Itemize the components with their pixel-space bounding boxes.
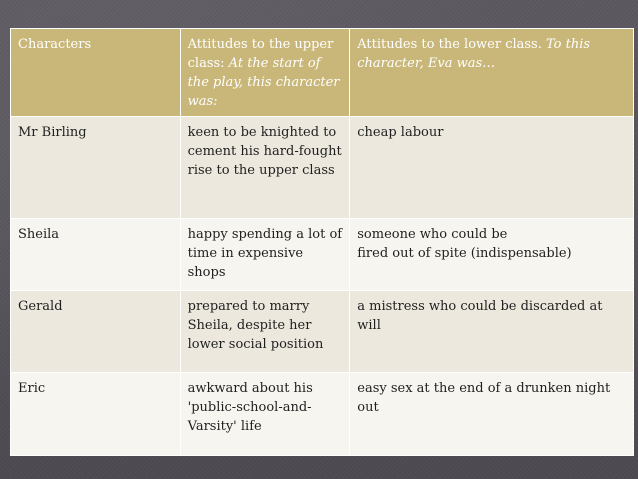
table-row bbox=[11, 291, 634, 373]
cell-character: Sheila bbox=[11, 219, 181, 291]
cell-character: Mr Birling bbox=[11, 117, 181, 219]
table-row bbox=[11, 373, 634, 456]
table-row bbox=[11, 117, 634, 219]
header-upper-class bbox=[180, 29, 350, 117]
header-lower-class bbox=[350, 29, 634, 117]
cell-upper-attitude: happy spending a lot of time in expensive shops bbox=[180, 219, 350, 291]
header-upper-class-italic: At the start of the play, this character was: bbox=[187, 56, 340, 109]
cell-character: Gerald bbox=[11, 291, 181, 373]
header-characters bbox=[11, 29, 181, 117]
cell-lower-attitude: easy sex at the end of a drunken night out bbox=[350, 373, 634, 456]
cell-upper-attitude: keen to be knighted to cement his hard-fought rise to the upper class bbox=[180, 117, 350, 219]
cell-upper-attitude: awkward about his 'public-school-and-Varsity' life bbox=[180, 373, 350, 456]
character-attitudes-table bbox=[10, 28, 634, 456]
table-header-row bbox=[11, 29, 634, 117]
cell-lower-attitude: someone who could be fired out of spite (indispensable) bbox=[350, 219, 634, 291]
cell-lower-attitude: cheap labour bbox=[350, 117, 634, 219]
header-lower-class-italic: To this character, Eva was… bbox=[357, 37, 591, 71]
cell-character: Eric bbox=[11, 373, 181, 456]
header-characters-label: Characters bbox=[18, 37, 92, 52]
cell-upper-attitude: prepared to marry Sheila, despite her lower social position bbox=[180, 291, 350, 373]
table-row bbox=[11, 219, 634, 291]
header-upper-class-label: Attitudes to the upper class: bbox=[187, 37, 334, 71]
header-lower-class-label: Attitudes to the lower class. bbox=[357, 37, 546, 52]
cell-lower-attitude: a mistress who could be discarded at will bbox=[350, 291, 634, 373]
